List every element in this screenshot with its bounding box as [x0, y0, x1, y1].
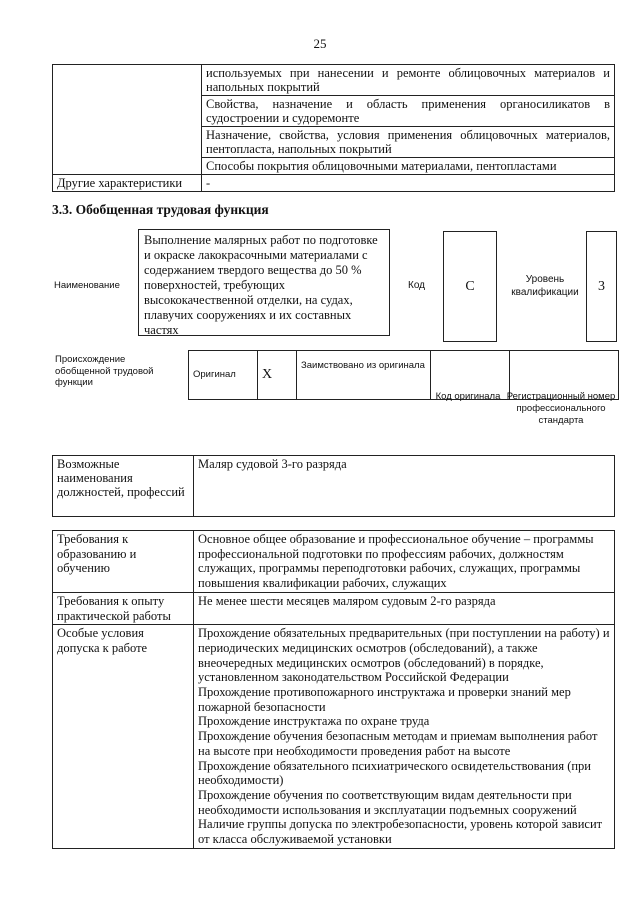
knowledge-table: [52, 64, 615, 192]
special-condition-item: Прохождение обучения безопасным методам и приемам выполнения работ на высоте при необходимости проведения работ на высоте: [198, 729, 598, 758]
positions-label: Возможные наименования должностей, профессий: [53, 456, 194, 517]
knowledge-row: Способы покрытия облицовочными материалами, пентопластами: [202, 158, 615, 175]
code-label: Код: [408, 280, 426, 291]
education-label: Требования к образованию и обучению: [53, 531, 194, 593]
borrowed-label: Заимствовано из оригинала: [297, 351, 431, 400]
special-condition-item: Прохождение обучения по соответствующим видам деятельности при необходимости использования и эксплуатации подъемных сооружений: [198, 787, 577, 817]
special-condition-item: Прохождение обязательных предварительных (при поступлении на работу) и периодических медицинских осмотров (обследований), а также внеочередных медицинских осмотров (обследований) в порядке, установленном законодательством Российской Федерации: [198, 626, 610, 685]
registration-number-caption: Регистрационный номер профессионального стандарта: [506, 391, 616, 426]
other-characteristics-value: -: [202, 175, 615, 192]
origin-label: Происхождение обобщенной трудовой функции: [55, 354, 154, 388]
page-number: 25: [313, 36, 327, 51]
knowledge-row: используемых при нанесении и ремонте облицовочных материалов и напольных покрытий: [202, 65, 615, 96]
section-heading: 3.3. Обобщенная трудовая функция: [52, 202, 269, 217]
special-condition-item: Наличие группы допуска по электробезопасности, уровень которой зависит от класса обслуживаемой установки: [198, 817, 603, 847]
code-box: C: [443, 231, 497, 342]
qualification-level-box: 3: [586, 231, 617, 342]
special-condition-item: Прохождение инструктажа по охране труда: [198, 714, 430, 729]
requirements-table: [52, 530, 615, 849]
function-name-box: Выполнение малярных работ по подготовке и окраске лакокрасочными материалами с содержанием твердого вещества до 50 % поверхностей, требующих высококачественной отделки, на судах, плавучих сооружениях и их составных частях: [138, 229, 390, 336]
other-characteristics-label: Другие характеристики: [53, 175, 202, 192]
name-label: Наименование: [54, 280, 120, 291]
special-condition-item: Прохождение обязательного психиатрического освидетельствования (при необходимости): [198, 758, 591, 788]
special-condition-item: Прохождение противопожарного инструктажа и проверки знаний мер пожарной безопасности: [198, 685, 571, 714]
special-conditions-label: Особые условия допуска к работе: [53, 625, 194, 849]
qualification-level-label: Уровень квалификации: [511, 274, 579, 298]
experience-label: Требования к опыту практической работы: [53, 592, 194, 624]
original-code-caption: Код оригинала: [435, 391, 501, 402]
original-label: Оригинал: [189, 351, 258, 400]
experience-value: Не менее шести месяцев маляром судовым 2-го разряда: [194, 592, 615, 624]
knowledge-row: Назначение, свойства, условия применения облицовочных материалов, пентопласта, напольных покрытий: [202, 127, 615, 158]
knowledge-label-cell: [53, 65, 202, 175]
positions-table: [52, 455, 615, 517]
original-mark: X: [258, 351, 297, 400]
knowledge-row: Свойства, назначение и область применения органосиликатов в судостроении и судоремонте: [202, 96, 615, 127]
education-value: Основное общее образование и профессиональное обучение – программы профессиональной подготовки по профессиям рабочих, должностям служащих, программы переподготовки рабочих, служащих, программы повышения квалификации рабочих, служащих: [194, 531, 615, 593]
special-conditions-list: [194, 625, 615, 849]
positions-value: Маляр судовой 3-го разряда: [194, 456, 615, 517]
